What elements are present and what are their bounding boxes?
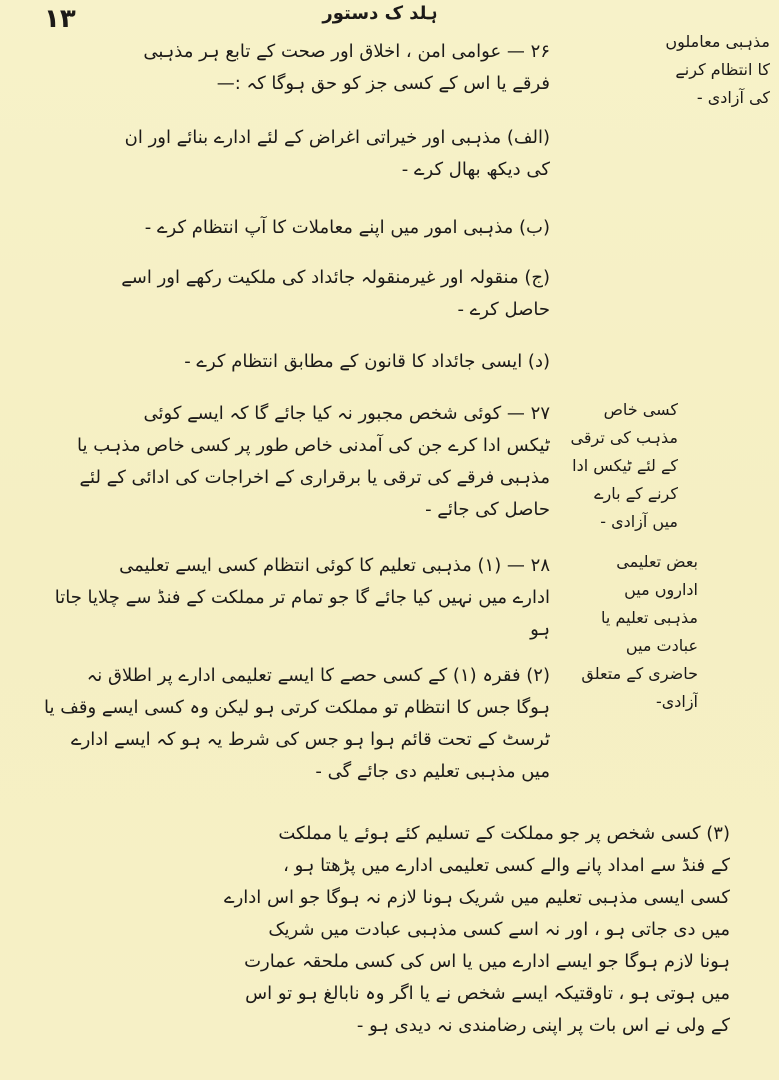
text-line: (الف) مذہبی اور خیراتی اغراض کے لئے ادارے بنائے اور ان — [124, 127, 550, 148]
text-line: ہونا لازم ہوگا جو ایسے ادارے میں یا اس کی کسی ملحقہ عمارت — [244, 951, 730, 972]
article-28-clause-1 — [40, 550, 550, 646]
text-line: میں ہوتی ہو ، تاوقتیکہ ایسے شخص نے یا اگر وہ نابالغ ہو تو اس — [245, 983, 730, 1004]
article-26-intro — [40, 36, 550, 100]
margin-note-28 — [574, 548, 698, 716]
article-26-clause-a — [40, 122, 550, 186]
text-line: (۳) کسی شخص پر جو مملکت کے تسلیم کئے ہوئے یا مملکت — [278, 823, 730, 844]
page-number: ١٣ — [44, 4, 76, 34]
text-line: (د) ایسی جائداد کا قانون کے مطابق انتظام کرے - — [184, 351, 550, 372]
margin-note-line: عبادت میں — [625, 636, 698, 655]
margin-note-line: مذہبی تعلیم یا — [601, 608, 698, 627]
text-line: ۲۷ — کوئی شخص مجبور نہ کیا جائے گا کہ ایسے کوئی — [143, 403, 550, 424]
margin-note-26 — [600, 28, 770, 112]
text-line: میں دی جاتی ہو ، اور نہ اسے کسی مذہبی عبادت میں شریک — [268, 919, 730, 940]
text-line: کی دیکھ بھال کرے - — [401, 159, 550, 180]
running-head: ہلد ک دستور — [322, 3, 438, 24]
margin-note-line: حاضری کے متعلق — [581, 664, 698, 683]
text-line: ہو — [530, 619, 550, 640]
margin-note-27 — [560, 396, 678, 536]
margin-note-line: اداروں میں — [624, 580, 698, 599]
text-line: ۲۶ — عوامی امن ، اخلاق اور صحت کے تابع ہر مذہبی — [143, 41, 550, 62]
margin-note-line: میں آزادی - — [600, 512, 678, 531]
text-line: کے فنڈ سے امداد پانے والے کسی تعلیمی ادارے میں پڑھتا ہو ، — [283, 855, 730, 876]
margin-note-line: مذہبی معاملوں — [665, 32, 770, 51]
margin-note-line: بعض تعلیمی — [616, 552, 698, 571]
article-26-clause-b — [40, 212, 550, 244]
margin-note-line: آزادی- — [655, 692, 698, 711]
margin-note-line: کسی خاص — [603, 400, 678, 419]
text-line: حاصل کی جائے - — [425, 499, 550, 520]
text-line: کسی ایسی مذہبی تعلیم میں شریک ہونا لازم نہ ہوگا جو اس ادارے — [224, 887, 730, 908]
margin-note-line: کرنے کے بارے — [594, 484, 678, 503]
text-line: حاصل کرے - — [457, 299, 550, 320]
article-28-clause-2 — [40, 660, 550, 788]
margin-note-line: کے لئے ٹیکس ادا — [572, 456, 678, 475]
text-line: ہوگا جس کا انتظام تو مملکت کرتی ہو لیکن وہ کسی ایسے وقف یا — [43, 697, 550, 718]
margin-note-line: مذہب کی ترقی — [570, 428, 678, 447]
article-28-clause-3 — [40, 818, 730, 1042]
text-line: (۲) فقرہ (۱) کے کسی حصے کا ایسے تعلیمی ادارے پر اطلاق نہ — [86, 665, 550, 686]
text-line: ٹیکس ادا کرے جن کی آمدنی خاص طور پر کسی خاص مذہب یا — [76, 435, 550, 456]
text-line: ادارے میں نہیں کیا جائے گا جو تمام تر مملکت کے فنڈ سے چلایا جاتا — [54, 587, 550, 608]
article-27 — [40, 398, 550, 526]
text-line: ٹرسٹ کے تحت قائم ہوا ہو جس کی شرط یہ ہو کہ ایسے ادارے — [71, 729, 550, 750]
text-line: ۲۸ — (۱) مذہبی تعلیم کا کوئی انتظام کسی ایسے تعلیمی — [119, 555, 550, 576]
text-line: کے ولی نے اس بات پر اپنی رضامندی نہ دیدی ہو - — [356, 1015, 730, 1036]
margin-note-line: کی آزادی - — [696, 88, 770, 107]
text-line: مذہبی فرقے کی ترقی یا برقراری کے اخراجات کی ادائی کے لئے — [79, 467, 550, 488]
article-26-clause-d — [40, 346, 550, 378]
margin-note-line: کا انتظام کرنے — [675, 60, 770, 79]
text-line: فرقے یا اس کے کسی جز کو حق ہوگا کہ :— — [216, 73, 550, 94]
text-line: میں مذہبی تعلیم دی جائے گی - — [315, 761, 550, 782]
text-line: (ب) مذہبی امور میں اپنے معاملات کا آپ انتظام کرے - — [144, 217, 550, 238]
text-line: (ج) منقولہ اور غیرمنقولہ جائداد کی ملکیت رکھے اور اسے — [121, 267, 550, 288]
article-26-clause-c — [40, 262, 550, 326]
